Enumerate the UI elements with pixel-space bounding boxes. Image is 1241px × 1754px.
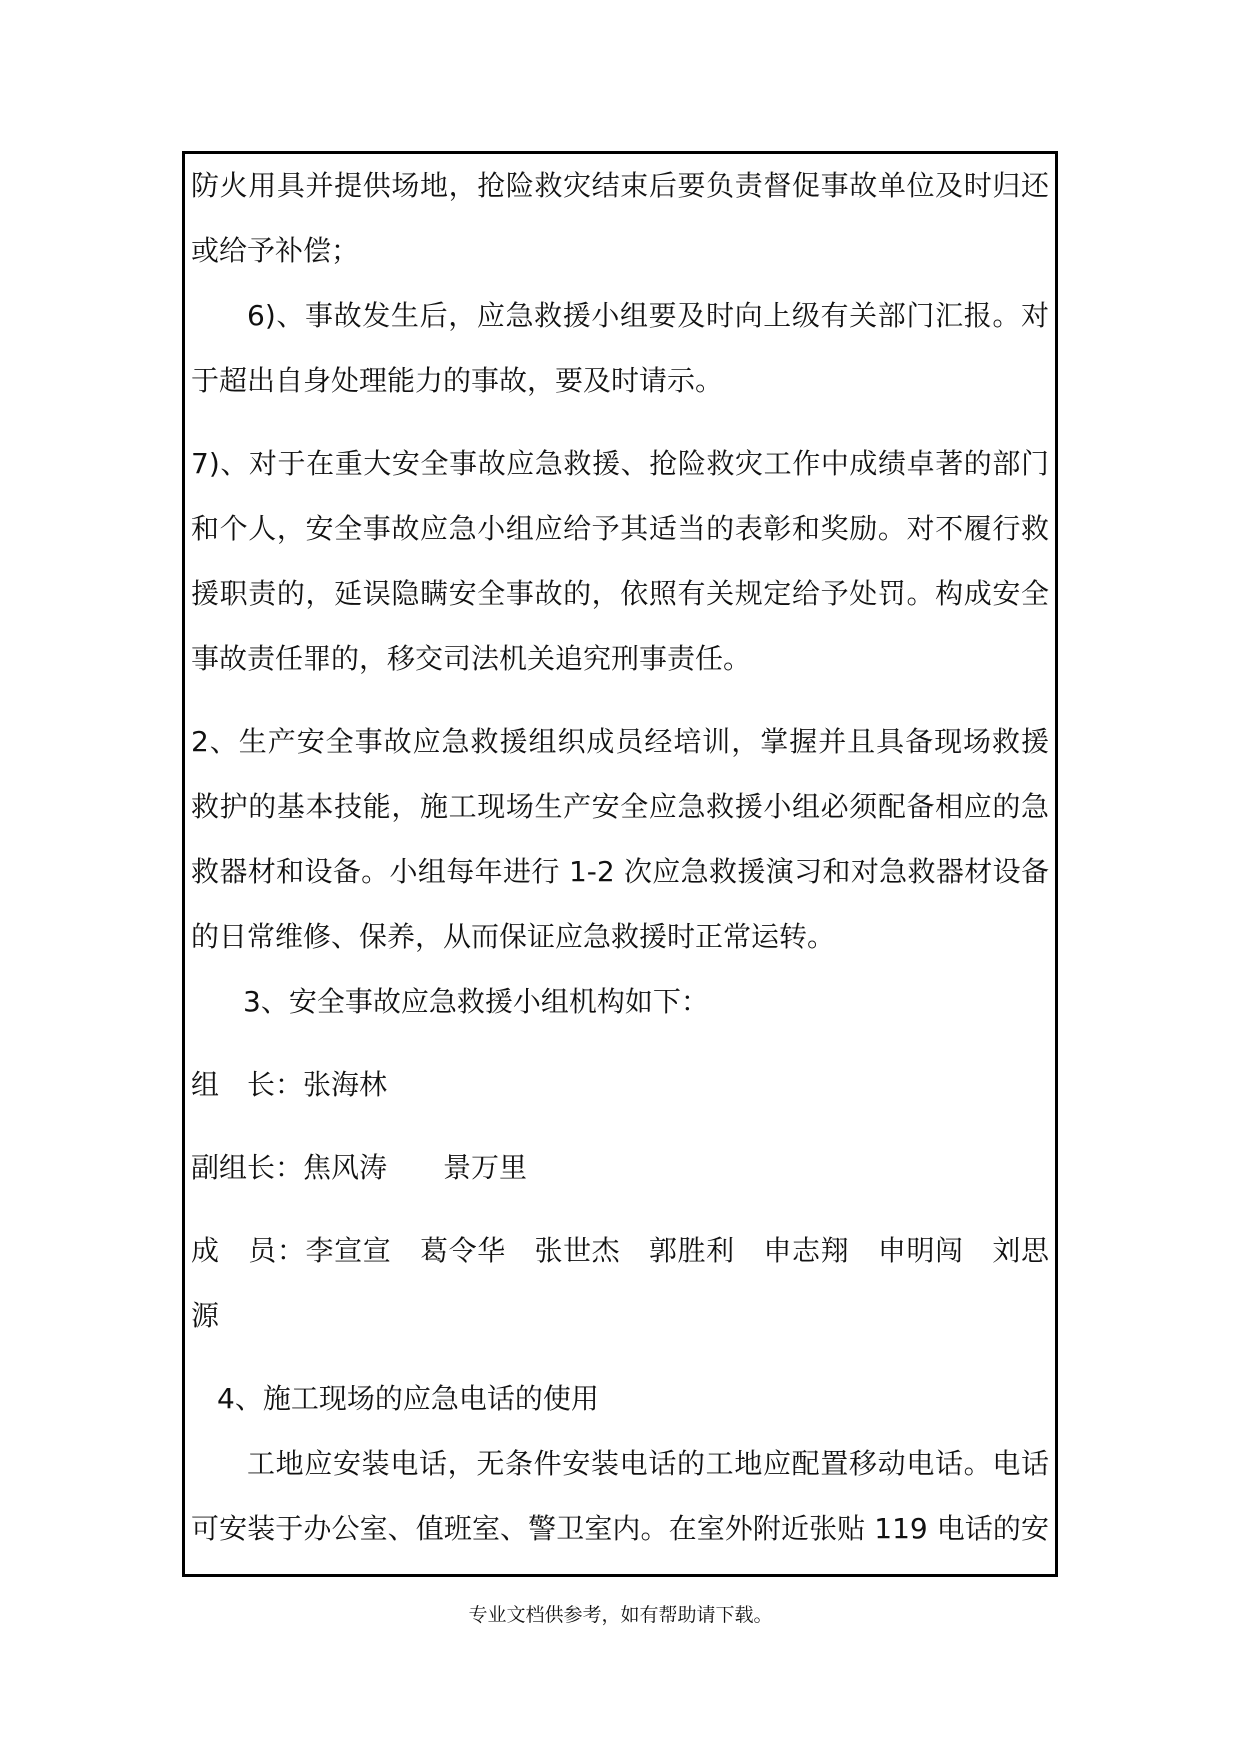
text-line: 4、施工现场的应急电话的使用 [217,1382,599,1415]
text-line: 救护的基本技能，施工现场生产安全应急救援小组必须配备相应的急 [191,790,1049,823]
text-line: 或给予补偿； [191,234,360,267]
text-line: 成 员：李宣宣 葛令华 张世杰 郭胜利 申志翔 申明闯 刘思 [191,1234,1049,1267]
text-line: 3、安全事故应急救援小组机构如下： [243,985,709,1018]
text-line: 事故责任罪的，移交司法机关追究刑事责任。 [191,642,752,675]
text-line: 和个人，安全事故应急小组应给予其适当的表彰和奖励。对不履行救 [191,512,1049,545]
text-line: 2、生产安全事故应急救援组织成员经培训，掌握并且具备现场救援 [191,725,1049,758]
text-line: 可安装于办公室、值班室、警卫室内。在室外附近张贴 119 电话的安 [191,1512,1049,1545]
text-line: 防火用具并提供场地，抢险救灾结束后要负责督促事故单位及时归还 [191,169,1049,202]
text-line: 工地应安装电话，无条件安装电话的工地应配置移动电话。电话 [247,1447,1049,1480]
text-line: 组 长：张海林 [191,1068,388,1101]
text-line: 7)、对于在重大安全事故应急救援、抢险救灾工作中成绩卓著的部门 [191,447,1049,480]
text-line: 于超出自身处理能力的事故，要及时请示。 [191,364,724,397]
text-line: 援职责的，延误隐瞒安全事故的，依照有关规定给予处罚。构成安全 [191,577,1049,610]
document-frame [182,151,1058,1577]
text-line: 的日常维修、保养，从而保证应急救援时正常运转。 [191,920,836,953]
text-line: 源 [191,1299,220,1332]
text-line: 救器材和设备。小组每年进行 1-2 次应急救援演习和对急救器材设备 [191,855,1049,888]
text-line: 6)、事故发生后，应急救援小组要及时向上级有关部门汇报。对 [247,299,1049,332]
text-line: 副组长：焦风涛 景万里 [191,1151,528,1184]
page-footer: 专业文档供参考，如有帮助请下载。 [468,1604,773,1626]
